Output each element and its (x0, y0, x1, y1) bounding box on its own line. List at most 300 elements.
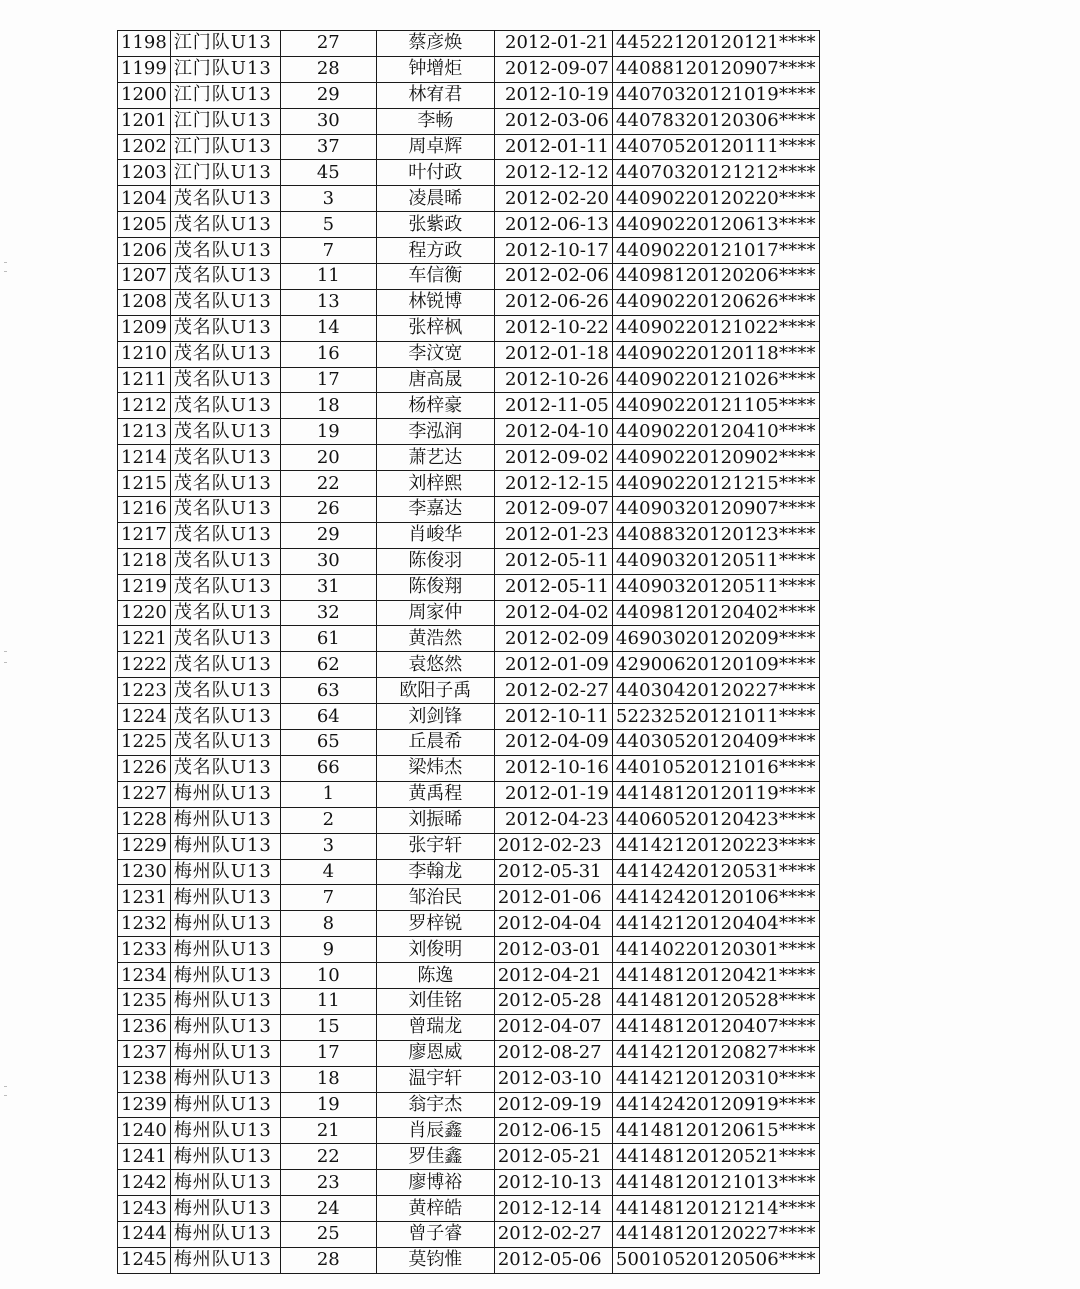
jersey-number-cell: 7 (280, 238, 376, 264)
team-cell: 梅州队U13 (170, 1014, 280, 1040)
id-number-cell: 44142120120310**** (612, 1066, 819, 1092)
row-number-cell: 1241 (118, 1144, 171, 1170)
birth-date-cell: 2012-04-23 (494, 807, 612, 833)
jersey-number-cell: 61 (280, 626, 376, 652)
jersey-number-cell: 29 (280, 82, 376, 108)
jersey-number-cell: 16 (280, 341, 376, 367)
id-number-cell: 42900620120109**** (612, 652, 819, 678)
birth-date-cell: 2012-01-23 (494, 522, 612, 548)
row-number-cell: 1202 (118, 134, 171, 160)
player-name-cell: 陈逸 (376, 963, 494, 989)
id-number-cell: 50010520120506**** (612, 1247, 819, 1273)
row-number-cell: 1207 (118, 264, 171, 290)
birth-date-cell: 2012-01-18 (494, 341, 612, 367)
team-cell: 梅州队U13 (170, 859, 280, 885)
birth-date-cell: 2012-12-15 (494, 471, 612, 497)
scan-speck (4, 271, 7, 272)
birth-date-cell: 2012-04-21 (494, 963, 612, 989)
id-number-cell: 44088120120907**** (612, 56, 819, 82)
jersey-number-cell: 20 (280, 445, 376, 471)
player-name-cell: 张梓枫 (376, 315, 494, 341)
team-cell: 茂名队U13 (170, 393, 280, 419)
jersey-number-cell: 27 (280, 31, 376, 57)
id-number-cell: 44090220121026**** (612, 367, 819, 393)
team-cell: 江门队U13 (170, 134, 280, 160)
birth-date-cell: 2012-06-15 (494, 1118, 612, 1144)
birth-date-cell: 2012-09-07 (494, 56, 612, 82)
table-row (118, 160, 820, 186)
row-number-cell: 1237 (118, 1040, 171, 1066)
player-roster-table (117, 30, 820, 1274)
jersey-number-cell: 3 (280, 186, 376, 212)
player-name-cell: 陈俊翔 (376, 574, 494, 600)
birth-date-cell: 2012-04-10 (494, 419, 612, 445)
player-name-cell: 欧阳子禹 (376, 678, 494, 704)
table-row (118, 419, 820, 445)
player-name-cell: 黄浩然 (376, 626, 494, 652)
player-name-cell: 曾子睿 (376, 1221, 494, 1247)
player-name-cell: 陈俊羽 (376, 548, 494, 574)
jersey-number-cell: 1 (280, 781, 376, 807)
birth-date-cell: 2012-05-11 (494, 574, 612, 600)
table-row (118, 911, 820, 937)
birth-date-cell: 2012-04-09 (494, 730, 612, 756)
jersey-number-cell: 2 (280, 807, 376, 833)
id-number-cell: 44070320121212**** (612, 160, 819, 186)
birth-date-cell: 2012-12-14 (494, 1196, 612, 1222)
team-cell: 茂名队U13 (170, 730, 280, 756)
table-row (118, 600, 820, 626)
table-row (118, 315, 820, 341)
team-cell: 梅州队U13 (170, 1118, 280, 1144)
player-name-cell: 张宇轩 (376, 833, 494, 859)
id-number-cell: 44090220120613**** (612, 212, 819, 238)
table-row (118, 186, 820, 212)
id-number-cell: 44090320120907**** (612, 497, 819, 523)
table-row (118, 56, 820, 82)
team-cell: 茂名队U13 (170, 704, 280, 730)
row-number-cell: 1216 (118, 497, 171, 523)
table-row (118, 963, 820, 989)
player-name-cell: 翁宇杰 (376, 1092, 494, 1118)
table-row (118, 574, 820, 600)
table-row (118, 1092, 820, 1118)
team-cell: 茂名队U13 (170, 186, 280, 212)
id-number-cell: 44148120120227**** (612, 1221, 819, 1247)
id-number-cell: 44148120121013**** (612, 1170, 819, 1196)
jersey-number-cell: 63 (280, 678, 376, 704)
team-cell: 江门队U13 (170, 31, 280, 57)
birth-date-cell: 2012-06-26 (494, 289, 612, 315)
id-number-cell: 44142120120223**** (612, 833, 819, 859)
table-row (118, 1170, 820, 1196)
team-cell: 茂名队U13 (170, 341, 280, 367)
row-number-cell: 1210 (118, 341, 171, 367)
jersey-number-cell: 28 (280, 1247, 376, 1273)
row-number-cell: 1238 (118, 1066, 171, 1092)
table-row (118, 704, 820, 730)
id-number-cell: 44060520120423**** (612, 807, 819, 833)
table-row (118, 1144, 820, 1170)
id-number-cell: 44098120120206**** (612, 264, 819, 290)
jersey-number-cell: 65 (280, 730, 376, 756)
jersey-number-cell: 8 (280, 911, 376, 937)
jersey-number-cell: 45 (280, 160, 376, 186)
birth-date-cell: 2012-04-04 (494, 911, 612, 937)
player-name-cell: 唐高晟 (376, 367, 494, 393)
team-cell: 茂名队U13 (170, 497, 280, 523)
row-number-cell: 1208 (118, 289, 171, 315)
id-number-cell: 44148120120119**** (612, 781, 819, 807)
team-cell: 梅州队U13 (170, 911, 280, 937)
row-number-cell: 1204 (118, 186, 171, 212)
player-name-cell: 程方政 (376, 238, 494, 264)
table-row (118, 859, 820, 885)
jersey-number-cell: 30 (280, 108, 376, 134)
birth-date-cell: 2012-10-19 (494, 82, 612, 108)
table-row (118, 212, 820, 238)
id-number-cell: 44142120120827**** (612, 1040, 819, 1066)
player-name-cell: 丘晨希 (376, 730, 494, 756)
table-row (118, 289, 820, 315)
player-name-cell: 廖恩威 (376, 1040, 494, 1066)
table-row (118, 134, 820, 160)
jersey-number-cell: 18 (280, 393, 376, 419)
team-cell: 梅州队U13 (170, 781, 280, 807)
player-name-cell: 刘剑锋 (376, 704, 494, 730)
team-cell: 茂名队U13 (170, 289, 280, 315)
table-row (118, 1221, 820, 1247)
id-number-cell: 44090220121017**** (612, 238, 819, 264)
player-name-cell: 周卓辉 (376, 134, 494, 160)
jersey-number-cell: 19 (280, 1092, 376, 1118)
player-name-cell: 林宥君 (376, 82, 494, 108)
jersey-number-cell: 64 (280, 704, 376, 730)
row-number-cell: 1232 (118, 911, 171, 937)
table-row (118, 108, 820, 134)
player-name-cell: 萧艺达 (376, 445, 494, 471)
row-number-cell: 1205 (118, 212, 171, 238)
id-number-cell: 44148120120615**** (612, 1118, 819, 1144)
player-name-cell: 黄禹程 (376, 781, 494, 807)
birth-date-cell: 2012-10-26 (494, 367, 612, 393)
birth-date-cell: 2012-10-16 (494, 755, 612, 781)
id-number-cell: 44148120120528**** (612, 988, 819, 1014)
jersey-number-cell: 3 (280, 833, 376, 859)
player-name-cell: 罗佳鑫 (376, 1144, 494, 1170)
row-number-cell: 1199 (118, 56, 171, 82)
jersey-number-cell: 31 (280, 574, 376, 600)
id-number-cell: 44030420120227**** (612, 678, 819, 704)
birth-date-cell: 2012-02-27 (494, 1221, 612, 1247)
team-cell: 茂名队U13 (170, 600, 280, 626)
id-number-cell: 44090220121105**** (612, 393, 819, 419)
table-row (118, 31, 820, 57)
team-cell: 梅州队U13 (170, 807, 280, 833)
table-row (118, 1247, 820, 1273)
jersey-number-cell: 19 (280, 419, 376, 445)
id-number-cell: 44142420120531**** (612, 859, 819, 885)
player-name-cell: 罗梓锐 (376, 911, 494, 937)
id-number-cell: 44522120120121**** (612, 31, 819, 57)
birth-date-cell: 2012-01-11 (494, 134, 612, 160)
jersey-number-cell: 9 (280, 937, 376, 963)
team-cell: 江门队U13 (170, 108, 280, 134)
birth-date-cell: 2012-02-06 (494, 264, 612, 290)
scan-speck (4, 1095, 7, 1096)
team-cell: 梅州队U13 (170, 833, 280, 859)
team-cell: 茂名队U13 (170, 238, 280, 264)
table-row (118, 988, 820, 1014)
player-name-cell: 李翰龙 (376, 859, 494, 885)
jersey-number-cell: 22 (280, 1144, 376, 1170)
table-row (118, 885, 820, 911)
id-number-cell: 44148120120421**** (612, 963, 819, 989)
jersey-number-cell: 11 (280, 988, 376, 1014)
player-name-cell: 刘俊明 (376, 937, 494, 963)
team-cell: 茂名队U13 (170, 419, 280, 445)
birth-date-cell: 2012-01-06 (494, 885, 612, 911)
row-number-cell: 1236 (118, 1014, 171, 1040)
team-cell: 茂名队U13 (170, 367, 280, 393)
player-name-cell: 叶付政 (376, 160, 494, 186)
birth-date-cell: 2012-10-22 (494, 315, 612, 341)
birth-date-cell: 2012-05-31 (494, 859, 612, 885)
id-number-cell: 44140220120301**** (612, 937, 819, 963)
team-cell: 梅州队U13 (170, 937, 280, 963)
id-number-cell: 44090220120626**** (612, 289, 819, 315)
player-name-cell: 曾瑞龙 (376, 1014, 494, 1040)
id-number-cell: 44090220120902**** (612, 445, 819, 471)
jersey-number-cell: 37 (280, 134, 376, 160)
jersey-number-cell: 14 (280, 315, 376, 341)
table-row (118, 678, 820, 704)
birth-date-cell: 2012-05-28 (494, 988, 612, 1014)
team-cell: 茂名队U13 (170, 522, 280, 548)
player-name-cell: 廖博裕 (376, 1170, 494, 1196)
id-number-cell: 44090220121022**** (612, 315, 819, 341)
birth-date-cell: 2012-01-19 (494, 781, 612, 807)
jersey-number-cell: 17 (280, 367, 376, 393)
row-number-cell: 1230 (118, 859, 171, 885)
id-number-cell: 44090320120511**** (612, 574, 819, 600)
table-row (118, 341, 820, 367)
player-name-cell: 李畅 (376, 108, 494, 134)
row-number-cell: 1239 (118, 1092, 171, 1118)
row-number-cell: 1200 (118, 82, 171, 108)
row-number-cell: 1206 (118, 238, 171, 264)
id-number-cell: 44090320120511**** (612, 548, 819, 574)
player-name-cell: 李泓润 (376, 419, 494, 445)
birth-date-cell: 2012-03-10 (494, 1066, 612, 1092)
id-number-cell: 44010520121016**** (612, 755, 819, 781)
team-cell: 梅州队U13 (170, 885, 280, 911)
team-cell: 茂名队U13 (170, 678, 280, 704)
table-row (118, 833, 820, 859)
scan-speck (4, 651, 7, 652)
row-number-cell: 1217 (118, 522, 171, 548)
table-row (118, 730, 820, 756)
jersey-number-cell: 62 (280, 652, 376, 678)
team-cell: 梅州队U13 (170, 1196, 280, 1222)
row-number-cell: 1212 (118, 393, 171, 419)
jersey-number-cell: 10 (280, 963, 376, 989)
birth-date-cell: 2012-09-07 (494, 497, 612, 523)
scan-speck (4, 262, 7, 263)
player-name-cell: 张紫政 (376, 212, 494, 238)
id-number-cell: 44090220120410**** (612, 419, 819, 445)
team-cell: 茂名队U13 (170, 212, 280, 238)
birth-date-cell: 2012-02-09 (494, 626, 612, 652)
table-row (118, 937, 820, 963)
row-number-cell: 1229 (118, 833, 171, 859)
birth-date-cell: 2012-09-19 (494, 1092, 612, 1118)
birth-date-cell: 2012-06-13 (494, 212, 612, 238)
table-row (118, 367, 820, 393)
team-cell: 梅州队U13 (170, 1247, 280, 1273)
row-number-cell: 1222 (118, 652, 171, 678)
jersey-number-cell: 21 (280, 1118, 376, 1144)
jersey-number-cell: 25 (280, 1221, 376, 1247)
scan-margin-specks (4, 0, 12, 1289)
birth-date-cell: 2012-03-01 (494, 937, 612, 963)
row-number-cell: 1213 (118, 419, 171, 445)
birth-date-cell: 2012-03-06 (494, 108, 612, 134)
team-cell: 茂名队U13 (170, 755, 280, 781)
table-row (118, 82, 820, 108)
table-row (118, 393, 820, 419)
jersey-number-cell: 13 (280, 289, 376, 315)
jersey-number-cell: 18 (280, 1066, 376, 1092)
table-row (118, 1118, 820, 1144)
table-row (118, 264, 820, 290)
birth-date-cell: 2012-09-02 (494, 445, 612, 471)
row-number-cell: 1245 (118, 1247, 171, 1273)
jersey-number-cell: 4 (280, 859, 376, 885)
jersey-number-cell: 30 (280, 548, 376, 574)
row-number-cell: 1219 (118, 574, 171, 600)
jersey-number-cell: 24 (280, 1196, 376, 1222)
player-name-cell: 周家仲 (376, 600, 494, 626)
row-number-cell: 1243 (118, 1196, 171, 1222)
row-number-cell: 1218 (118, 548, 171, 574)
team-cell: 茂名队U13 (170, 548, 280, 574)
birth-date-cell: 2012-11-05 (494, 393, 612, 419)
team-cell: 茂名队U13 (170, 652, 280, 678)
team-cell: 茂名队U13 (170, 315, 280, 341)
player-name-cell: 李嘉达 (376, 497, 494, 523)
row-number-cell: 1223 (118, 678, 171, 704)
row-number-cell: 1242 (118, 1170, 171, 1196)
player-name-cell: 刘梓熙 (376, 471, 494, 497)
team-cell: 梅州队U13 (170, 1221, 280, 1247)
row-number-cell: 1203 (118, 160, 171, 186)
table-row (118, 1196, 820, 1222)
birth-date-cell: 2012-08-27 (494, 1040, 612, 1066)
jersey-number-cell: 22 (280, 471, 376, 497)
table-row (118, 497, 820, 523)
row-number-cell: 1235 (118, 988, 171, 1014)
player-name-cell: 刘佳铭 (376, 988, 494, 1014)
team-cell: 江门队U13 (170, 82, 280, 108)
table-row (118, 781, 820, 807)
id-number-cell: 46903020120209**** (612, 626, 819, 652)
table-row (118, 626, 820, 652)
birth-date-cell: 2012-10-17 (494, 238, 612, 264)
player-name-cell: 肖辰鑫 (376, 1118, 494, 1144)
row-number-cell: 1227 (118, 781, 171, 807)
birth-date-cell: 2012-02-27 (494, 678, 612, 704)
team-cell: 茂名队U13 (170, 471, 280, 497)
player-name-cell: 肖峻华 (376, 522, 494, 548)
player-name-cell: 车信衡 (376, 264, 494, 290)
id-number-cell: 44090220120118**** (612, 341, 819, 367)
team-cell: 茂名队U13 (170, 445, 280, 471)
jersey-number-cell: 15 (280, 1014, 376, 1040)
row-number-cell: 1228 (118, 807, 171, 833)
table-row (118, 522, 820, 548)
id-number-cell: 44090220121215**** (612, 471, 819, 497)
id-number-cell: 44088320120123**** (612, 522, 819, 548)
scan-speck (4, 662, 7, 663)
team-cell: 江门队U13 (170, 56, 280, 82)
id-number-cell: 44030520120409**** (612, 730, 819, 756)
row-number-cell: 1231 (118, 885, 171, 911)
player-name-cell: 莫钧惟 (376, 1247, 494, 1273)
jersey-number-cell: 26 (280, 497, 376, 523)
row-number-cell: 1198 (118, 31, 171, 57)
row-number-cell: 1226 (118, 755, 171, 781)
table-row (118, 445, 820, 471)
team-cell: 茂名队U13 (170, 574, 280, 600)
player-name-cell: 温宇轩 (376, 1066, 494, 1092)
row-number-cell: 1214 (118, 445, 171, 471)
jersey-number-cell: 11 (280, 264, 376, 290)
table-row (118, 548, 820, 574)
row-number-cell: 1215 (118, 471, 171, 497)
row-number-cell: 1244 (118, 1221, 171, 1247)
birth-date-cell: 2012-01-09 (494, 652, 612, 678)
table-row (118, 755, 820, 781)
jersey-number-cell: 5 (280, 212, 376, 238)
scan-speck (4, 1086, 7, 1087)
id-number-cell: 44070520120111**** (612, 134, 819, 160)
id-number-cell: 44148120121214**** (612, 1196, 819, 1222)
player-name-cell: 梁炜杰 (376, 755, 494, 781)
birth-date-cell: 2012-10-13 (494, 1170, 612, 1196)
birth-date-cell: 2012-01-21 (494, 31, 612, 57)
team-cell: 梅州队U13 (170, 963, 280, 989)
team-cell: 梅州队U13 (170, 988, 280, 1014)
row-number-cell: 1211 (118, 367, 171, 393)
jersey-number-cell: 28 (280, 56, 376, 82)
row-number-cell: 1220 (118, 600, 171, 626)
birth-date-cell: 2012-02-20 (494, 186, 612, 212)
birth-date-cell: 2012-10-11 (494, 704, 612, 730)
table-row (118, 1066, 820, 1092)
birth-date-cell: 2012-05-21 (494, 1144, 612, 1170)
id-number-cell: 44142120120404**** (612, 911, 819, 937)
jersey-number-cell: 7 (280, 885, 376, 911)
id-number-cell: 44142420120919**** (612, 1092, 819, 1118)
birth-date-cell: 2012-04-07 (494, 1014, 612, 1040)
player-name-cell: 杨梓豪 (376, 393, 494, 419)
id-number-cell: 44090220120220**** (612, 186, 819, 212)
row-number-cell: 1225 (118, 730, 171, 756)
row-number-cell: 1224 (118, 704, 171, 730)
team-cell: 梅州队U13 (170, 1040, 280, 1066)
player-name-cell: 袁悠然 (376, 652, 494, 678)
